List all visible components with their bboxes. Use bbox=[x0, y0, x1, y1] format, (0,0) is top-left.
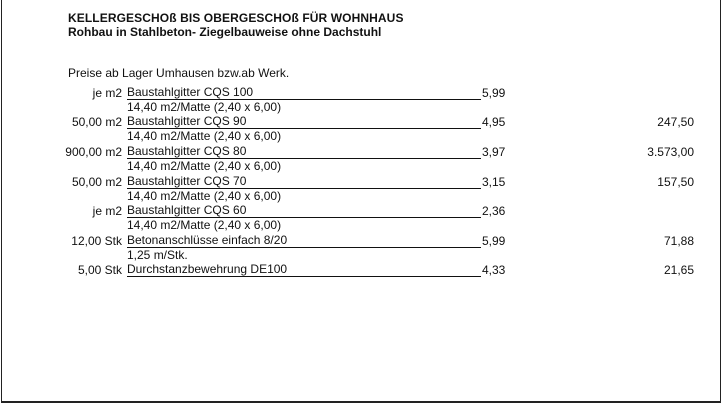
item-unit-price: 5,99 bbox=[482, 234, 506, 248]
line-item bbox=[2, 145, 722, 175]
item-description: 14,40 m2/Matte (2,40 x 6,00) bbox=[127, 159, 282, 173]
line-item bbox=[2, 263, 722, 293]
item-total: 3.573,00 bbox=[647, 145, 694, 159]
item-total: 71,88 bbox=[663, 234, 694, 248]
item-unit-price: 4,95 bbox=[482, 115, 506, 129]
document-subtitle: Rohbau in Stahlbeton- Ziegelbauweise ohne Dachstuhl bbox=[68, 25, 382, 39]
line-item bbox=[2, 86, 722, 116]
item-unit-price: 3,15 bbox=[482, 175, 506, 189]
item-quantity: 12,00 Stk bbox=[71, 234, 122, 248]
item-name: Baustahlgitter CQS 80 bbox=[127, 145, 481, 159]
item-quantity: je m2 bbox=[92, 86, 122, 100]
item-description: 14,40 m2/Matte (2,40 x 6,00) bbox=[127, 129, 282, 143]
item-quantity: je m2 bbox=[92, 204, 122, 218]
item-quantity: 50,00 m2 bbox=[71, 115, 122, 129]
item-quantity: 50,00 m2 bbox=[71, 175, 122, 189]
item-quantity: 900,00 m2 bbox=[65, 145, 122, 159]
item-name: Baustahlgitter CQS 100 bbox=[127, 86, 481, 100]
item-description: 14,40 m2/Matte (2,40 x 6,00) bbox=[127, 218, 282, 232]
item-name: Durchstanzbewehrung DE100 bbox=[127, 263, 481, 277]
line-item bbox=[2, 204, 722, 234]
item-quantity: 5,00 Stk bbox=[77, 263, 122, 277]
document-title: KELLERGESCHOß BIS OBERGESCHOß FÜR WOHNHAUS bbox=[68, 11, 404, 25]
item-name: Baustahlgitter CQS 60 bbox=[127, 204, 481, 218]
item-name: Baustahlgitter CQS 90 bbox=[127, 115, 481, 129]
item-name: Baustahlgitter CQS 70 bbox=[127, 175, 481, 189]
line-item bbox=[2, 234, 722, 264]
line-item bbox=[2, 115, 722, 145]
item-unit-price: 5,99 bbox=[482, 86, 506, 100]
item-total: 247,50 bbox=[657, 115, 694, 129]
item-name: Betonanschlüsse einfach 8/20 bbox=[127, 234, 481, 248]
line-item bbox=[2, 175, 722, 205]
item-unit-price: 4,33 bbox=[482, 263, 506, 277]
item-description: 1,25 m/Stk. bbox=[127, 248, 188, 262]
item-description: 14,40 m2/Matte (2,40 x 6,00) bbox=[127, 100, 282, 114]
document-page bbox=[1, 0, 721, 403]
item-total: 21,65 bbox=[663, 263, 694, 277]
item-unit-price: 2,36 bbox=[482, 204, 506, 218]
item-unit-price: 3,97 bbox=[482, 145, 506, 159]
price-note: Preise ab Lager Umhausen bzw.ab Werk. bbox=[68, 66, 290, 80]
item-total: 157,50 bbox=[657, 175, 694, 189]
item-description: 14,40 m2/Matte (2,40 x 6,00) bbox=[127, 189, 282, 203]
